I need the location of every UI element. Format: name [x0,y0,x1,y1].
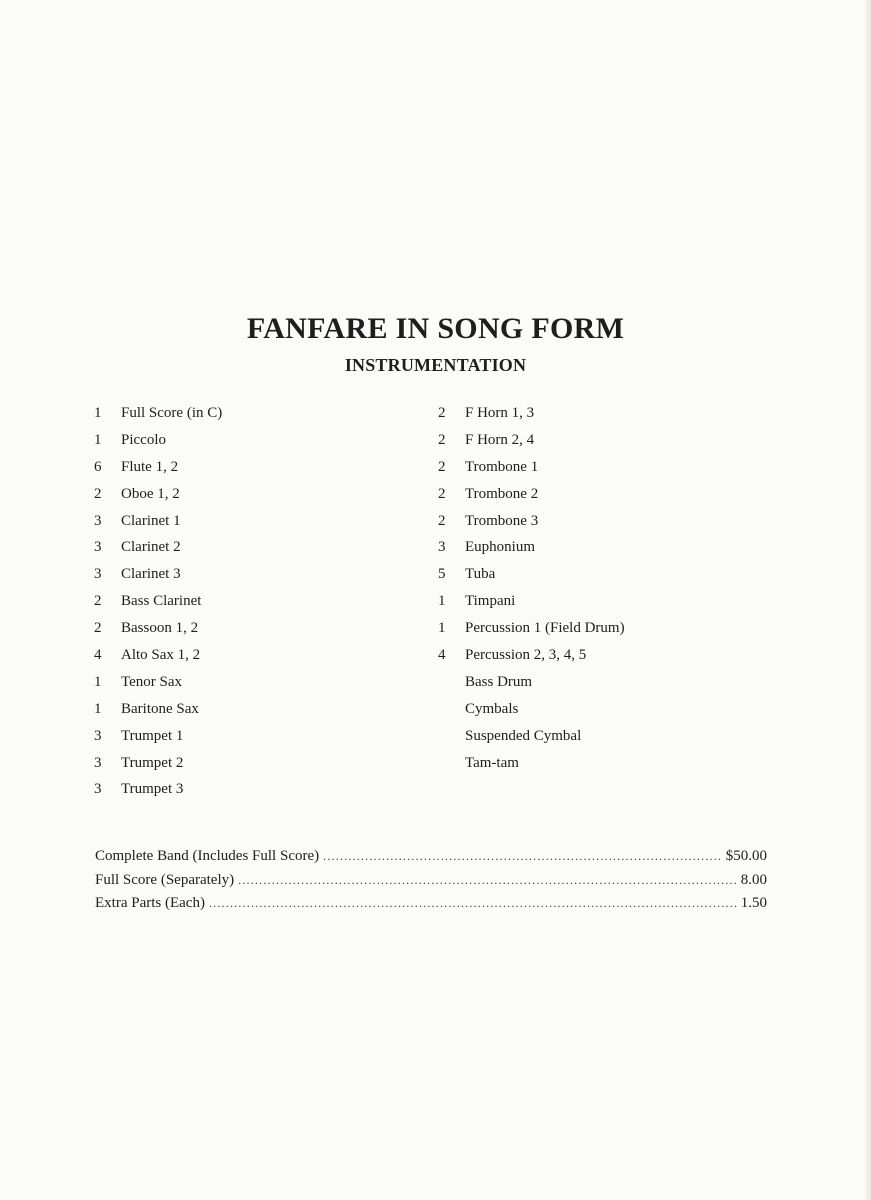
instrument-quantity: 3 [94,754,102,771]
instrument-row [438,696,625,723]
instrument-name: Percussion 1 (Field Drum) [465,620,625,637]
instrument-row [438,400,625,427]
instrument-row [438,534,625,561]
instrument-name: Trombone 2 [465,485,539,502]
instrument-name: Cymbals [465,700,519,717]
price-label: Full Score (Separately) [95,871,235,888]
instrument-quantity: 2 [438,431,446,448]
instrument-name: F Horn 2, 4 [465,431,535,448]
instrument-row [438,481,625,508]
instrument-row [438,588,625,615]
instrument-row [94,750,222,777]
instrument-name: Trumpet 1 [121,727,184,744]
instrument-row [438,750,625,777]
price-row [95,872,767,896]
section-subtitle: INSTRUMENTATION [344,355,527,375]
instrument-quantity: 1 [94,673,102,690]
instrument-quantity: 2 [438,512,446,529]
instrument-quantity: 2 [438,485,446,502]
instrument-quantity: 3 [94,512,102,529]
instrument-name: Oboe 1, 2 [121,485,180,502]
instrument-name: Full Score (in C) [121,405,223,421]
instrument-row [438,642,625,669]
instrument-row [438,561,625,588]
instrument-row [94,723,222,750]
instrument-quantity: 1 [438,593,446,610]
instrument-name: Tenor Sax [121,673,183,690]
instrument-name: Suspended Cymbal [465,727,582,744]
instrument-row [438,454,625,481]
instrument-quantity: 1 [94,700,102,717]
instrument-list-right [438,400,625,776]
instrument-row [94,776,222,803]
instrument-name: Flute 1, 2 [121,458,179,475]
instrument-name: Timpani [465,593,516,610]
instrument-quantity: 3 [94,539,102,556]
instrument-quantity: 6 [94,458,102,475]
instrument-row [94,400,222,427]
instrument-quantity: 3 [94,727,102,744]
instrument-name: Trombone 3 [465,512,539,529]
instrument-row [94,642,222,669]
instrument-row [94,508,222,535]
instrument-quantity: 2 [94,485,102,502]
dot-leader [238,873,737,888]
price-value: $50.00 [725,848,767,864]
dot-leader [209,896,737,911]
instrument-row [94,534,222,561]
instrument-row [438,723,625,750]
price-list [95,848,767,919]
instrument-quantity: 2 [438,458,446,475]
instrument-list-left [94,400,222,803]
instrument-row [94,427,222,454]
instrument-name: Percussion 2, 3, 4, 5 [465,647,587,664]
page-edge [865,0,871,1200]
instrument-row [94,696,222,723]
instrument-quantity: 4 [94,647,102,664]
instrument-row [438,427,625,454]
instrument-name: Alto Sax 1, 2 [121,647,201,664]
instrument-name: Euphonium [465,539,535,556]
instrument-name: Trumpet 3 [121,781,184,798]
instrument-quantity: 2 [94,620,102,637]
instrument-row [94,454,222,481]
instrument-name: Clarinet 3 [121,566,181,583]
instrument-row [94,481,222,508]
instrument-quantity: 3 [94,566,102,583]
price-value: 1.50 [740,895,767,911]
instrument-quantity: 3 [438,539,446,556]
price-label: Complete Band (Includes Full Score) [95,848,320,864]
instrument-row [94,669,222,696]
price-label: Extra Parts (Each) [95,895,205,911]
instrument-name: F Horn 1, 3 [465,405,535,421]
instrument-quantity: 2 [94,593,102,610]
instrument-quantity: 3 [94,781,102,798]
instrument-name: Piccolo [121,431,166,448]
instrument-name: Trumpet 2 [121,754,184,771]
instrument-row [94,615,222,642]
instrument-quantity: 1 [438,620,446,637]
instrument-name: Tam-tam [465,754,519,771]
instrument-row [438,669,625,696]
page-title: FANFARE IN SONG FORM [246,312,625,345]
instrument-row [438,508,625,535]
instrument-quantity: 4 [438,647,446,664]
price-row [95,848,767,872]
instrument-quantity: 1 [94,405,102,421]
price-row [95,895,767,919]
instrument-row [94,561,222,588]
instrument-name: Bass Clarinet [121,593,202,610]
instrument-quantity: 5 [438,566,446,583]
instrument-name: Baritone Sax [121,700,199,717]
dot-leader [323,849,722,864]
instrument-quantity: 2 [438,405,446,421]
instrument-name: Tuba [465,566,496,583]
price-value: 8.00 [740,871,767,888]
instrument-row [438,615,625,642]
instrument-name: Bass Drum [465,673,533,690]
instrument-name: Clarinet 2 [121,539,181,556]
instrument-name: Bassoon 1, 2 [121,620,199,637]
instrument-name: Clarinet 1 [121,512,181,529]
instrument-row [94,588,222,615]
instrument-name: Trombone 1 [465,458,539,475]
instrument-quantity: 1 [94,431,102,448]
